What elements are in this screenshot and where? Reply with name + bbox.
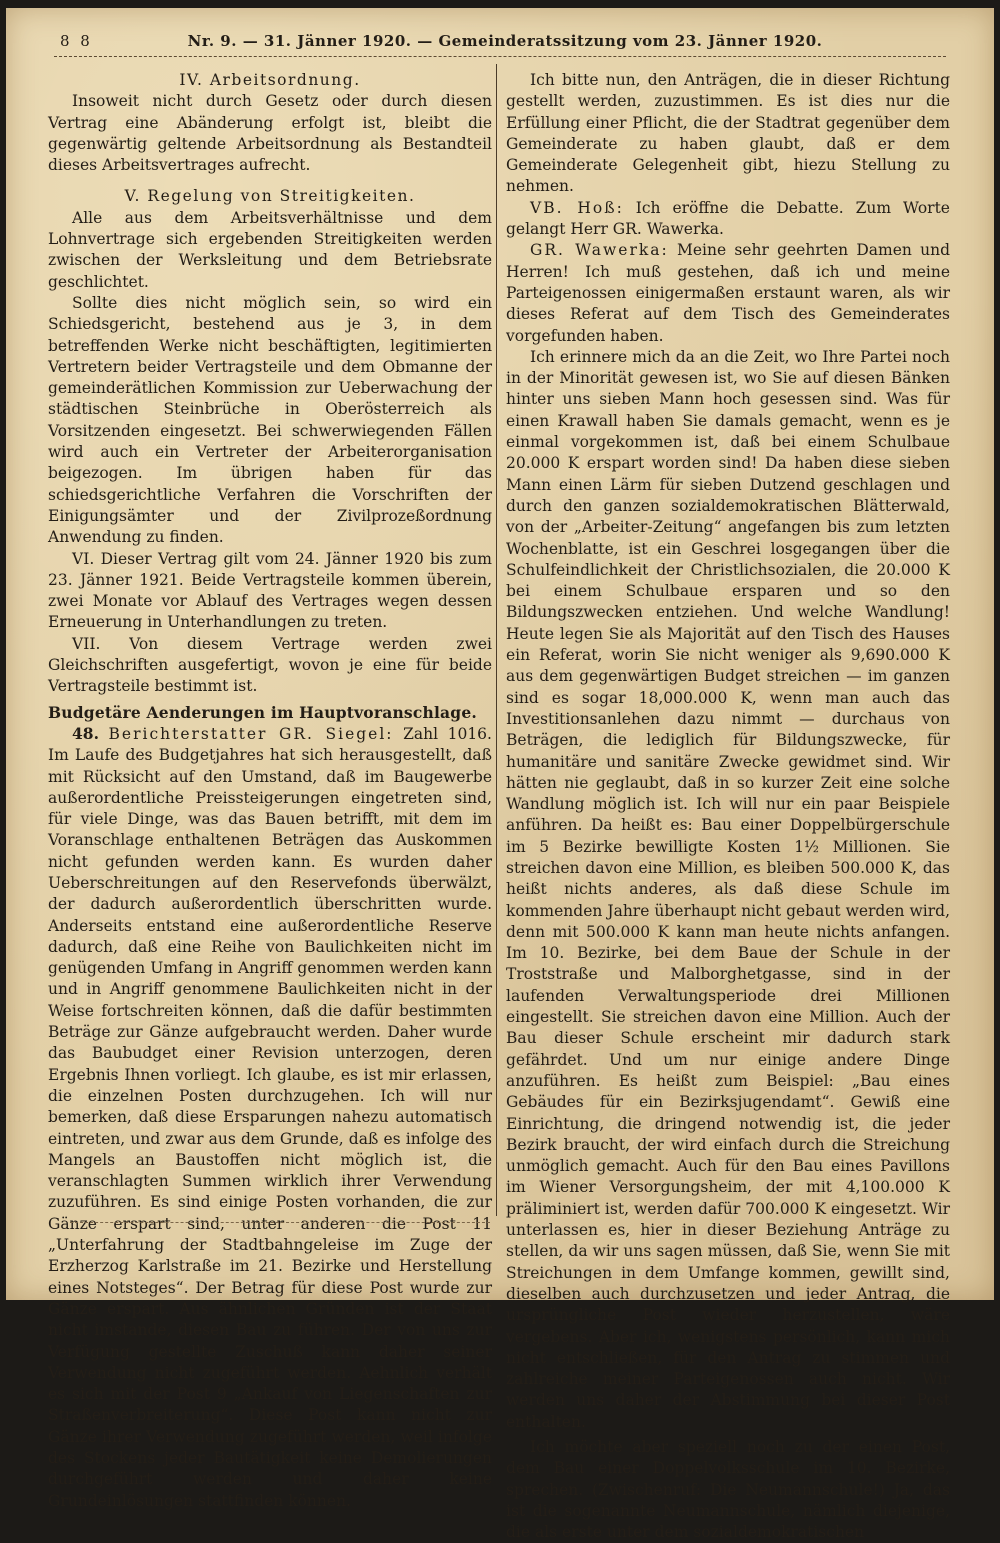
speaker-name: VB. Hoß: bbox=[530, 198, 624, 217]
paragraph: Insoweit nicht durch Gesetz oder durch diesen Vertrag eine Abänderung erfolgt ist, bleibt die gegenwärtig geltende Arbeitsordnung als Bestandteil dieses Arbeitsvertrages aufrecht. bbox=[48, 92, 492, 175]
item-48 bbox=[48, 723, 492, 1512]
budget-heading: Budgetäre Aenderungen im Hauptvoranschlage. bbox=[48, 702, 477, 722]
speaker-name: GR. Wawerka: bbox=[530, 241, 669, 260]
column-separator bbox=[496, 64, 497, 1216]
item-number: 48. bbox=[72, 723, 99, 743]
right-column bbox=[506, 70, 950, 1543]
reporter-name: Berichterstatter GR. Siegel: bbox=[108, 724, 394, 743]
header-rule bbox=[54, 56, 946, 57]
item-text: Zahl 1016. Im Laufe des Budgetjahres hat sich herausgestellt, daß mit Rücksicht auf den Umstand, daß im Baugewerbe außerordentliche Preissteigerungen eingetreten sind, für viele Dinge, was das Bauen betrifft, mit dem im Voranschlage enthaltenen Beträgen das Auskommen nicht gefunden werden kann. Es wurden daher Ueberschreitungen auf den Reservefonds überwälzt, der dadurch außerordentlich überschritten wurde. Anderseits entstand eine außerordentliche Reserve dadurch, daß eine Reihe von Baulichkeiten nicht im genügenden Umfang in Angriff genommen werden kann und in Angriff genommene Baulichkeiten nicht in der Weise fortschreiten können, daß die dafür bestimmten Beträge zur Gänze aufgebraucht werden. Daher wurde das Baubudget einer Revision unterzogen, deren Ergebnis Ihnen vorliegt. Ich glaube, es ist mir erlassen, die einzelnen Posten durchzugehen. Ich will nur bemerken, daß diese Ersparungen nahezu automatisch eintreten, und zwar aus dem Grunde, daß es infolge des Mangels an Baustoffen nicht möglich ist, die veranschlagten Summen wirklich ihrer Verwendung zuzuführen. Es sind einige Posten vorhanden, die zur Gänze erspart sind, unter anderen die Post 11 „Unterfahrung der Stadtbahngeleise im Zuge der Erzherzog Karlstraße im 21. Bezirke und Herstellung eines Notsteges“. Der Betrag für diese Post wurde zur Gänze erspart. Aus ähnlichen Gründen ist der Staat nicht imstande, diesen Bau zu führen. Der von uns zur Verfügung gestellte Zuschuß kann daher seiner Verwendung nicht zugeführt werden. Aehnlich verhält es sich mit der Post 9 „Ankauf von Liegenschaften zur Straßenverbreiterung“. Diese Post kann nicht zur Gänze ihrer Verwendung zugeführt werden, weil infolge des Stockens jeder Bautätigkeit keine Demolierungen durchgeführt werden und daher keine Grundeinlösungen stattfinden können. bbox=[48, 724, 492, 1510]
paragraph-sec6: VI. Dieser Vertrag gilt vom 24. Jänner 1920 bis zum 23. Jänner 1921. Beide Vertragsteile kommen überein, zwei Monate vor Ablauf des Vertrages wegen dessen Erneuerung in Unterhandlungen zu treten. bbox=[48, 549, 492, 632]
page-number: 8 8 bbox=[60, 32, 93, 50]
speech-text: Meine sehr geehrten Damen und Herren! Ich muß gestehen, daß ich und meine Parteigenossen einigermaßen erstaunt waren, als wir dieses Referat auf dem Tisch des Gemeinderates vorgefunden haben. bbox=[506, 241, 950, 345]
paragraph: Ich möchte aber speziell noch zu der einen Post, dem Bau einer Doppelvolksschule im 10. Bezirke, sprechen. (Zwischenruf: Die Neumannschule!) Ja, das ist die sogenannte Neumannschule, nämlich diejenige, die als erste unter dem sozialdemokratischen bbox=[506, 1438, 950, 1542]
paragraph: Alle aus dem Arbeitsverhältnisse und dem Lohnvertrage sich ergebenden Streitigkeiten werden zwischen der Werksleitung und dem Betriebsrate geschlichtet. bbox=[48, 208, 492, 291]
page-header bbox=[60, 32, 950, 56]
paragraph-sec7: VII. Von diesem Vertrage werden zwei Gleichschriften ausgefertigt, wovon je eine für beide Vertragsteile bestimmt ist. bbox=[48, 634, 492, 696]
section-heading-iv: IV. Arbeitsordnung. bbox=[179, 71, 361, 89]
speaker-vb-hoss bbox=[506, 198, 950, 241]
section-heading-v: V. Regelung von Streitigkeiten. bbox=[124, 187, 416, 206]
speaker-wawerka bbox=[506, 240, 950, 346]
paragraph: Ich erinnere mich da an die Zeit, wo Ihre Partei noch in der Minorität gewesen ist, wo Sie auf diesen Bänken hinter uns sieben Mann hoch gesessen sind. Was für einen Krawall haben Sie damals gemacht, wenn es je einmal vorgekommen ist, daß bei einem Schulbaue 20.000 K erspart worden sind! Da haben diese sieben Mann einen Lärm für sieben Dutzend geschlagen und durch den ganzen sozialdemokratischen Blätterwald, von der „Arbeiter-Zeitung“ angefangen bis zum letzten Wochenblatte, ist ein Geschrei losgegangen über die Schulfeindlichkeit der Christlichsozialen, die 20.000 K bei einem Schulbaue ersparen und so den Bildungszwecken entziehen. Und welche Wandlung! Heute legen Sie als Majorität auf den Tisch des Hauses ein Referat, worin Sie nicht weniger als 9,690.000 K aus dem gegenwärtigen Budget streichen — im ganzen sind es sogar 18,000.000 K, wenn man auch das Investitionsanlehen dazu nimmt — durchaus von Beträgen, die lediglich für Bildungszwecke, für humanitäre und sanitäre Zwecke gewidmet sind. Wir hätten nie geglaubt, daß in so kurzer Zeit eine solche Wandlung möglich ist. Ich will nur ein paar Beispiele anführen. Da heißt es: Bau einer Doppelbürgerschule im 5 Bezirke bewilligte Kosten 1½ Millionen. Sie streichen davon eine Million, es bleiben 500.000 K, das heißt nichts anderes, als daß diese Schule im kommenden Jahre überhaupt nicht gebaut werden wird, denn mit 500.000 K kann man heute nichts anfangen. Im 10. Bezirke, bei dem Baue der Schule in der Troststraße und Malborghetgasse, sind in der laufenden Verwaltungsperiode drei Millionen eingestellt. Sie streichen davon eine Million. Auch der Bau dieser Schule erscheint mir dadurch stark gefährdet. Und um nur einige andere Dinge anzuführen. Es heißt zum Beispiel: „Bau eines Gebäudes für ein Bezirksjugendamt“. Gewiß eine Einrichtung, die dringend notwendig ist, die jeder Bezirk braucht, der wird einfach durch die Streichung unmöglich gemacht. Auch für den Bau eines Pavillons im Wiener Versorgungsheim, der mit 4,100.000 K präliminiert ist, werden dafür 700.000 K eingesetzt. Wir unterlassen es, hier in dieser Beziehung Anträge zu stellen, da wir uns sagen müssen, daß Sie, wenn Sie mit Streichungen in dem Umfange kommen, gewillt sind, dieselben auch durchzusetzen und jeder Antrag, die ursprüngliche Post wieder herzustellen, wäre vergebens. Aber ich, wenigstens persönlich, kann mich nicht entschließen, für den Antrag zu stimmen und zahlreiche meiner Parteigenossen auch nicht. Wir werden uns daher der Abstimmung bei dieser Post enthalten. bbox=[506, 347, 950, 1431]
paragraph: Ich bitte nun, den Anträgen, die in dieser Richtung gestellt werden, zuzustimmen. Es ist dies nur die Erfüllung einer Pflicht, die der Stadtrat gegenüber dem Gemeinderate zu haben glaubt, daß er dem Gemeinderate Gelegenheit gibt, hiezu Stellung zu nehmen. bbox=[506, 71, 950, 196]
speech-text: Ich eröffne die Debatte. Zum Worte gelangt Herr GR. Wawerka. bbox=[506, 198, 950, 239]
end-rule bbox=[70, 1222, 490, 1223]
paragraph: Sollte dies nicht möglich sein, so wird ein Schiedsgericht, bestehend aus je 3, in dem betreffenden Werke nicht beschäftigten, legitimierten Vertretern beider Vertragsteile und dem Obmanne der gemeinderätlichen Kommission zur Ueberwachung der städtischen Steinbrüche in Oberösterreich als Vorsitzenden eingesetzt. Bei schwerwiegenden Fällen wird auch ein Vertreter der Arbeiterorganisation beigezogen. Im übrigen haben für das schiedsgerichtliche Verfahren die Vorschriften der Einigungsämter und der Zivilprozeßordnung Anwendung zu finden. bbox=[48, 293, 492, 547]
left-column bbox=[48, 70, 492, 1512]
header-title: Nr. 9. — 31. Jänner 1920. — Gemeinderatssitzung vom 23. Jänner 1920. bbox=[187, 32, 823, 50]
